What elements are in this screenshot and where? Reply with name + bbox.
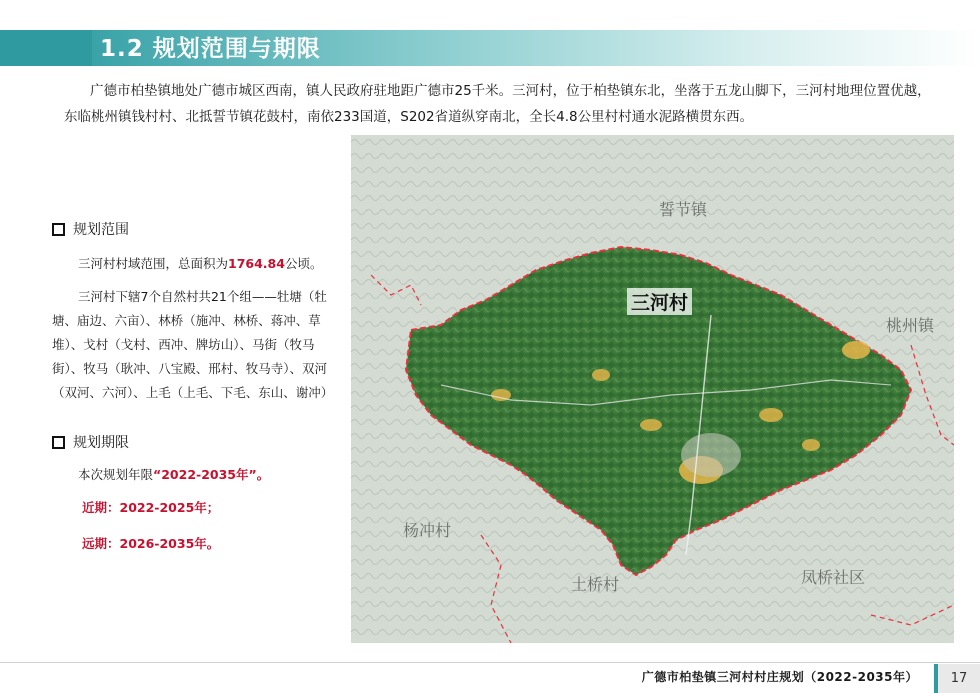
- period-suffix: 。: [256, 467, 270, 482]
- page-number: 17: [938, 664, 980, 693]
- settlement-patch: [802, 439, 820, 451]
- neighbor-label-southeast: 凤桥社区: [801, 568, 866, 587]
- neighbor-label-east: 桃州镇: [886, 316, 935, 335]
- settlement-patch: [592, 369, 610, 381]
- village-name-label: 三河村: [627, 288, 692, 315]
- scope-heading-text: 规划范围: [73, 222, 129, 238]
- intro-paragraph: 广德市柏垫镇地处广德市城区西南，镇人民政府驻地距广德市25千米。三河村，位于柏垫镇东北，坐落于五龙山脚下，三河村地理位置优越，东临桃州镇钱村村、北抵誓节镇花鼓村，南依233国道，S202省道纵穿南北，全长4.8公里村村通水泥路横贯东西。: [64, 83, 931, 125]
- neighbor-label-north: 誓节镇: [659, 200, 708, 219]
- title-accent-block: [0, 30, 92, 66]
- area-prefix: 三河村村域范围，总面积为: [78, 256, 229, 271]
- village-boundary-map: [351, 135, 954, 643]
- neighbor-label-south: 土桥村: [571, 575, 620, 594]
- scope-heading: [52, 219, 129, 239]
- settlement-patch: [640, 419, 662, 431]
- bullet-square-icon: [52, 436, 65, 449]
- page-title: 1.2 规划范围与期限: [100, 36, 321, 62]
- area-suffix: 公顷。: [284, 256, 323, 271]
- near-term-text: 近期：2022-2025年；: [82, 500, 220, 515]
- far-term-text: 远期：2026-2035年。: [82, 536, 220, 551]
- bullet-square-icon: [52, 223, 65, 236]
- bare-land-area: [681, 433, 741, 477]
- period-heading-text: 规划期限: [73, 435, 129, 451]
- villages-list: 三河村下辖7个自然村共21个组——牡塘（牡塘、庙边、六亩）、林桥（施冲、林桥、蒋冲、草堆）、戈村（戈村、西冲、牌坊山）、马街（牧马街）、牧马（耿冲、八宝殿、邢村、牧马寺）、双河（双河、六河）、上毛（上毛、下毛、东山、谢冲）: [52, 289, 334, 400]
- area-value: 1764.84: [228, 256, 285, 271]
- period-years: “2022-2035年”: [153, 467, 257, 482]
- settlement-patch: [842, 341, 870, 359]
- footer-divider: [0, 662, 980, 663]
- period-heading: [52, 432, 129, 452]
- period-prefix: 本次规划年限: [78, 467, 154, 482]
- scope-villages-text: [52, 285, 342, 405]
- footer-doc-title: 广德市柏垫镇三河村村庄规划（2022-2035年）: [641, 670, 918, 684]
- period-years-text: [52, 463, 342, 487]
- neighbor-label-southwest: 杨冲村: [403, 521, 452, 540]
- scope-area-text: [52, 252, 342, 276]
- settlement-patch: [759, 408, 783, 422]
